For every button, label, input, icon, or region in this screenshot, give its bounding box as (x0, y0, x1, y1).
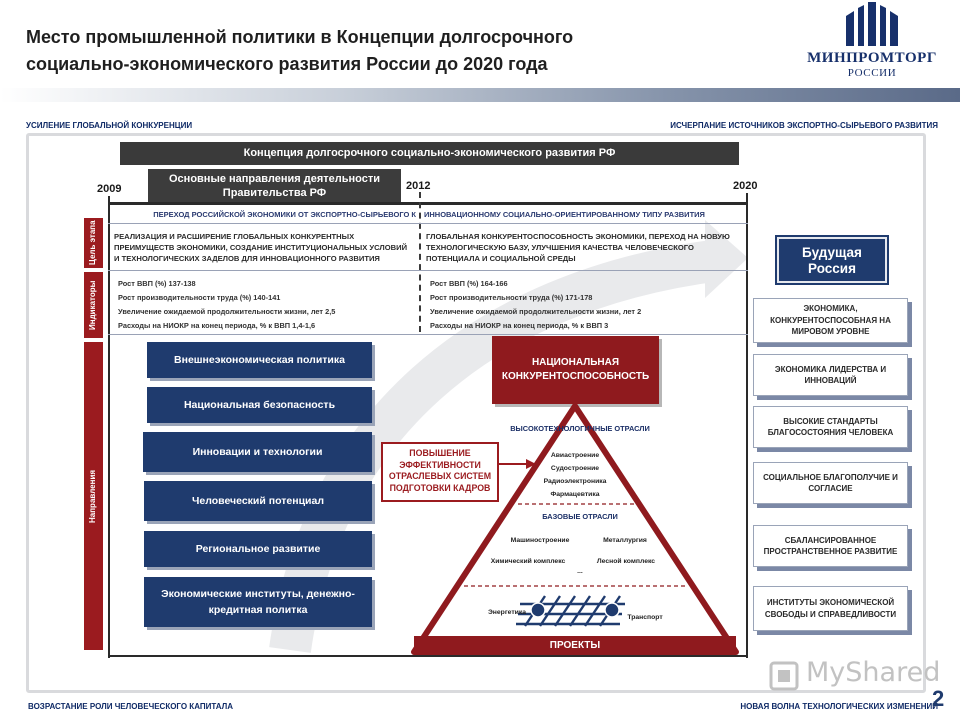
transition-text-right: ИННОВАЦИОННОМУ СОЦИАЛЬНО-ОРИЕНТИРОВАННОМУ ТИПУ РАЗВИТИЯ (424, 210, 705, 219)
logo-text-sub: РОССИИ (847, 67, 897, 79)
page-title (26, 24, 746, 78)
future-goal-social-wellbeing: СОЦИАЛЬНОЕ БЛАГОПОЛУЧИЕ И СОГЛАСИЕ (753, 462, 908, 504)
future-goal-institutions: ИНСТИТУТЫ ЭКОНОМИЧЕСКОЙ СВОБОДЫ И СПРАВЕДЛИВОСТИ (753, 586, 908, 631)
industry-pyramid (400, 400, 750, 658)
future-goal-innovation-economy: ЭКОНОМИКА ЛИДЕРСТВА И ИННОВАЦИЙ (753, 354, 908, 396)
sidebar-tab-goal: Цель этапа (84, 218, 103, 268)
future-goal-welfare: ВЫСОКИЕ СТАНДАРТЫ БЛАГОСОСТОЯНИЯ ЧЕЛОВЕКА (753, 406, 908, 448)
sidebar-tab-indicators: Индикаторы (84, 272, 103, 338)
hightech-item: Авиастроение (550, 452, 600, 459)
hightech-item: Радиоэлектроника (543, 478, 607, 485)
future-russia-box: Будущая Россия (777, 237, 887, 283)
divider-indicators-top (108, 270, 748, 271)
base-item: Металлургия (603, 537, 647, 544)
indicator-row: Рост ВВП (%) 164-166 (430, 279, 508, 288)
logo-text-main: МИНПРОМТОРГ (807, 50, 937, 66)
infra-item: Транспорт (627, 614, 663, 621)
year-2012: 2012 (406, 180, 431, 192)
direction-economic-institutions: Экономические институты, денежно-кредитная политка (144, 577, 372, 627)
title-line-2: социально-экономического развития России до 2020 года (26, 54, 548, 74)
transition-text-left: ПЕРЕХОД РОССИЙСКОЙ ЭКОНОМИКИ ОТ ЭКСПОРТНО-СЫРЬЕВОГО К (153, 210, 416, 219)
base-title: БАЗОВЫЕ ОТРАСЛИ (542, 512, 618, 521)
indicator-row: Расходы на НИОКР на конец периода, % к ВВП 3 (430, 321, 609, 330)
national-competitiveness-box: НАЦИОНАЛЬНАЯ КОНКУРЕНТОСПОСОБНОСТЬ (492, 336, 659, 404)
indicator-row: Рост производительности труда (%) 171-178 (430, 293, 593, 302)
projects-label: ПРОЕКТЫ (549, 640, 601, 651)
base-item: ... (577, 568, 583, 575)
indicator-row: Увеличение ожидаемой продолжительности жизни, лет 2 (430, 307, 642, 316)
year-2020: 2020 (733, 180, 758, 192)
divider-goal-top (108, 223, 748, 224)
title-line-1: Место промышленной политики в Концепции долгосрочного (26, 27, 574, 47)
main-directions-line-1: Основные направления деятельности (169, 173, 380, 185)
divider-directions-top (108, 334, 748, 335)
indicator-row: Рост ВВП (%) 137-138 (118, 279, 196, 288)
sidebar-tab-directions: Направления (84, 342, 103, 650)
year-2009: 2009 (97, 183, 122, 195)
stage2-indicators (430, 277, 740, 333)
watermark-icon (768, 660, 800, 692)
header-stripe (0, 88, 960, 102)
concept-bar: Концепция долгосрочного социально-экономического развития РФ (120, 142, 739, 165)
hightech-title: ВЫСОКОТЕХНОЛОГИЧНЫЕ ОТРАСЛИ (510, 424, 650, 433)
timeline-line-2009 (108, 196, 110, 658)
hightech-item: Фармацевтика (550, 491, 600, 498)
direction-innovation: Инновации и технологии (143, 432, 372, 472)
base-item: Лесной комплекс (596, 558, 656, 565)
watermark-text: MyShared (806, 657, 941, 688)
direction-foreign-economic: Внешнеэкономическая политика (147, 342, 372, 378)
timeline-axis (108, 202, 748, 205)
base-item: Машиностроение (510, 537, 570, 544)
page-number: 2 (932, 686, 945, 711)
direction-human-potential: Человеческий потенциал (144, 481, 372, 521)
corner-caption-top-left: УСИЛЕНИЕ ГЛОБАЛЬНОЙ КОНКУРЕНЦИИ (26, 121, 193, 130)
main-directions-box (148, 169, 401, 202)
transition-strip (108, 207, 746, 222)
future-goal-competitive-economy: ЭКОНОМИКА, КОНКУРЕНТОСПОСОБНАЯ НА МИРОВОМ УРОВНЕ (753, 298, 908, 343)
indicator-row: Расходы на НИОКР на конец периода, % к ВВП 1,4-1,6 (118, 321, 316, 330)
stage1-goal: РЕАЛИЗАЦИЯ И РАСШИРЕНИЕ ГЛОБАЛЬНЫХ КОНКУРЕНТНЫХ ПРЕИМУЩЕСТВ ЭКОНОМИКИ, СОЗДАНИЕ ИНСТИТУЦИОНАЛЬНЫХ УСЛОВИЙ И ТЕХНОЛОГИЧЕСКИХ ЗАДЕЛОВ ДЛЯ ИННОВАЦИОННОГО РАЗВИТИЯ (114, 232, 408, 263)
base-item: Химический комплекс (490, 558, 566, 565)
direction-national-security: Национальная безопасность (147, 387, 372, 423)
direction-regional: Региональное развитие (144, 531, 372, 567)
infra-item: Энергетика (487, 609, 527, 616)
corner-caption-bottom-right: НОВАЯ ВОЛНА ТЕХНОЛОГИЧЕСКИХ ИЗМЕНЕНИЙ (740, 702, 938, 711)
main-directions-line-2: Правительства РФ (222, 187, 327, 199)
efficiency-box: ПОВЫШЕНИЕ ЭФФЕКТИВНОСТИ ОТРАСЛЕВЫХ СИСТЕМ ПОДГОТОВКИ КАДРОВ (381, 442, 499, 502)
future-goal-spatial-development: СБАЛАНСИРОВАННОЕ ПРОСТРАНСТВЕННОЕ РАЗВИТИЕ (753, 525, 908, 567)
stage1-indicators (118, 277, 418, 333)
corner-caption-top-right: ИСЧЕРПАНИЕ ИСТОЧНИКОВ ЭКСПОРТНО-СЫРЬЕВОГО РАЗВИТИЯ (670, 121, 938, 130)
corner-caption-bottom-left: ВОЗРАСТАНИЕ РОЛИ ЧЕЛОВЕЧЕСКОГО КАПИТАЛА (28, 702, 234, 711)
stage2-goal: ГЛОБАЛЬНАЯ КОНКУРЕНТОСПОСОБНОСТЬ ЭКОНОМИКИ, ПЕРЕХОД НА НОВУЮ ТЕХНОЛОГИЧЕСКУЮ БАЗУ, УЛУЧШЕНИЯ КАЧЕСТВА ЧЕЛОВЕЧЕСКОГО ПОТЕНЦИАЛА И СОЦИАЛЬНОЙ СРЕДЫ (426, 232, 730, 263)
hightech-item: Судостроение (550, 465, 600, 472)
indicator-row: Рост производительности труда (%) 140-141 (118, 293, 281, 302)
indicator-row: Увеличение ожидаемой продолжительности жизни, лет 2,5 (118, 307, 336, 316)
